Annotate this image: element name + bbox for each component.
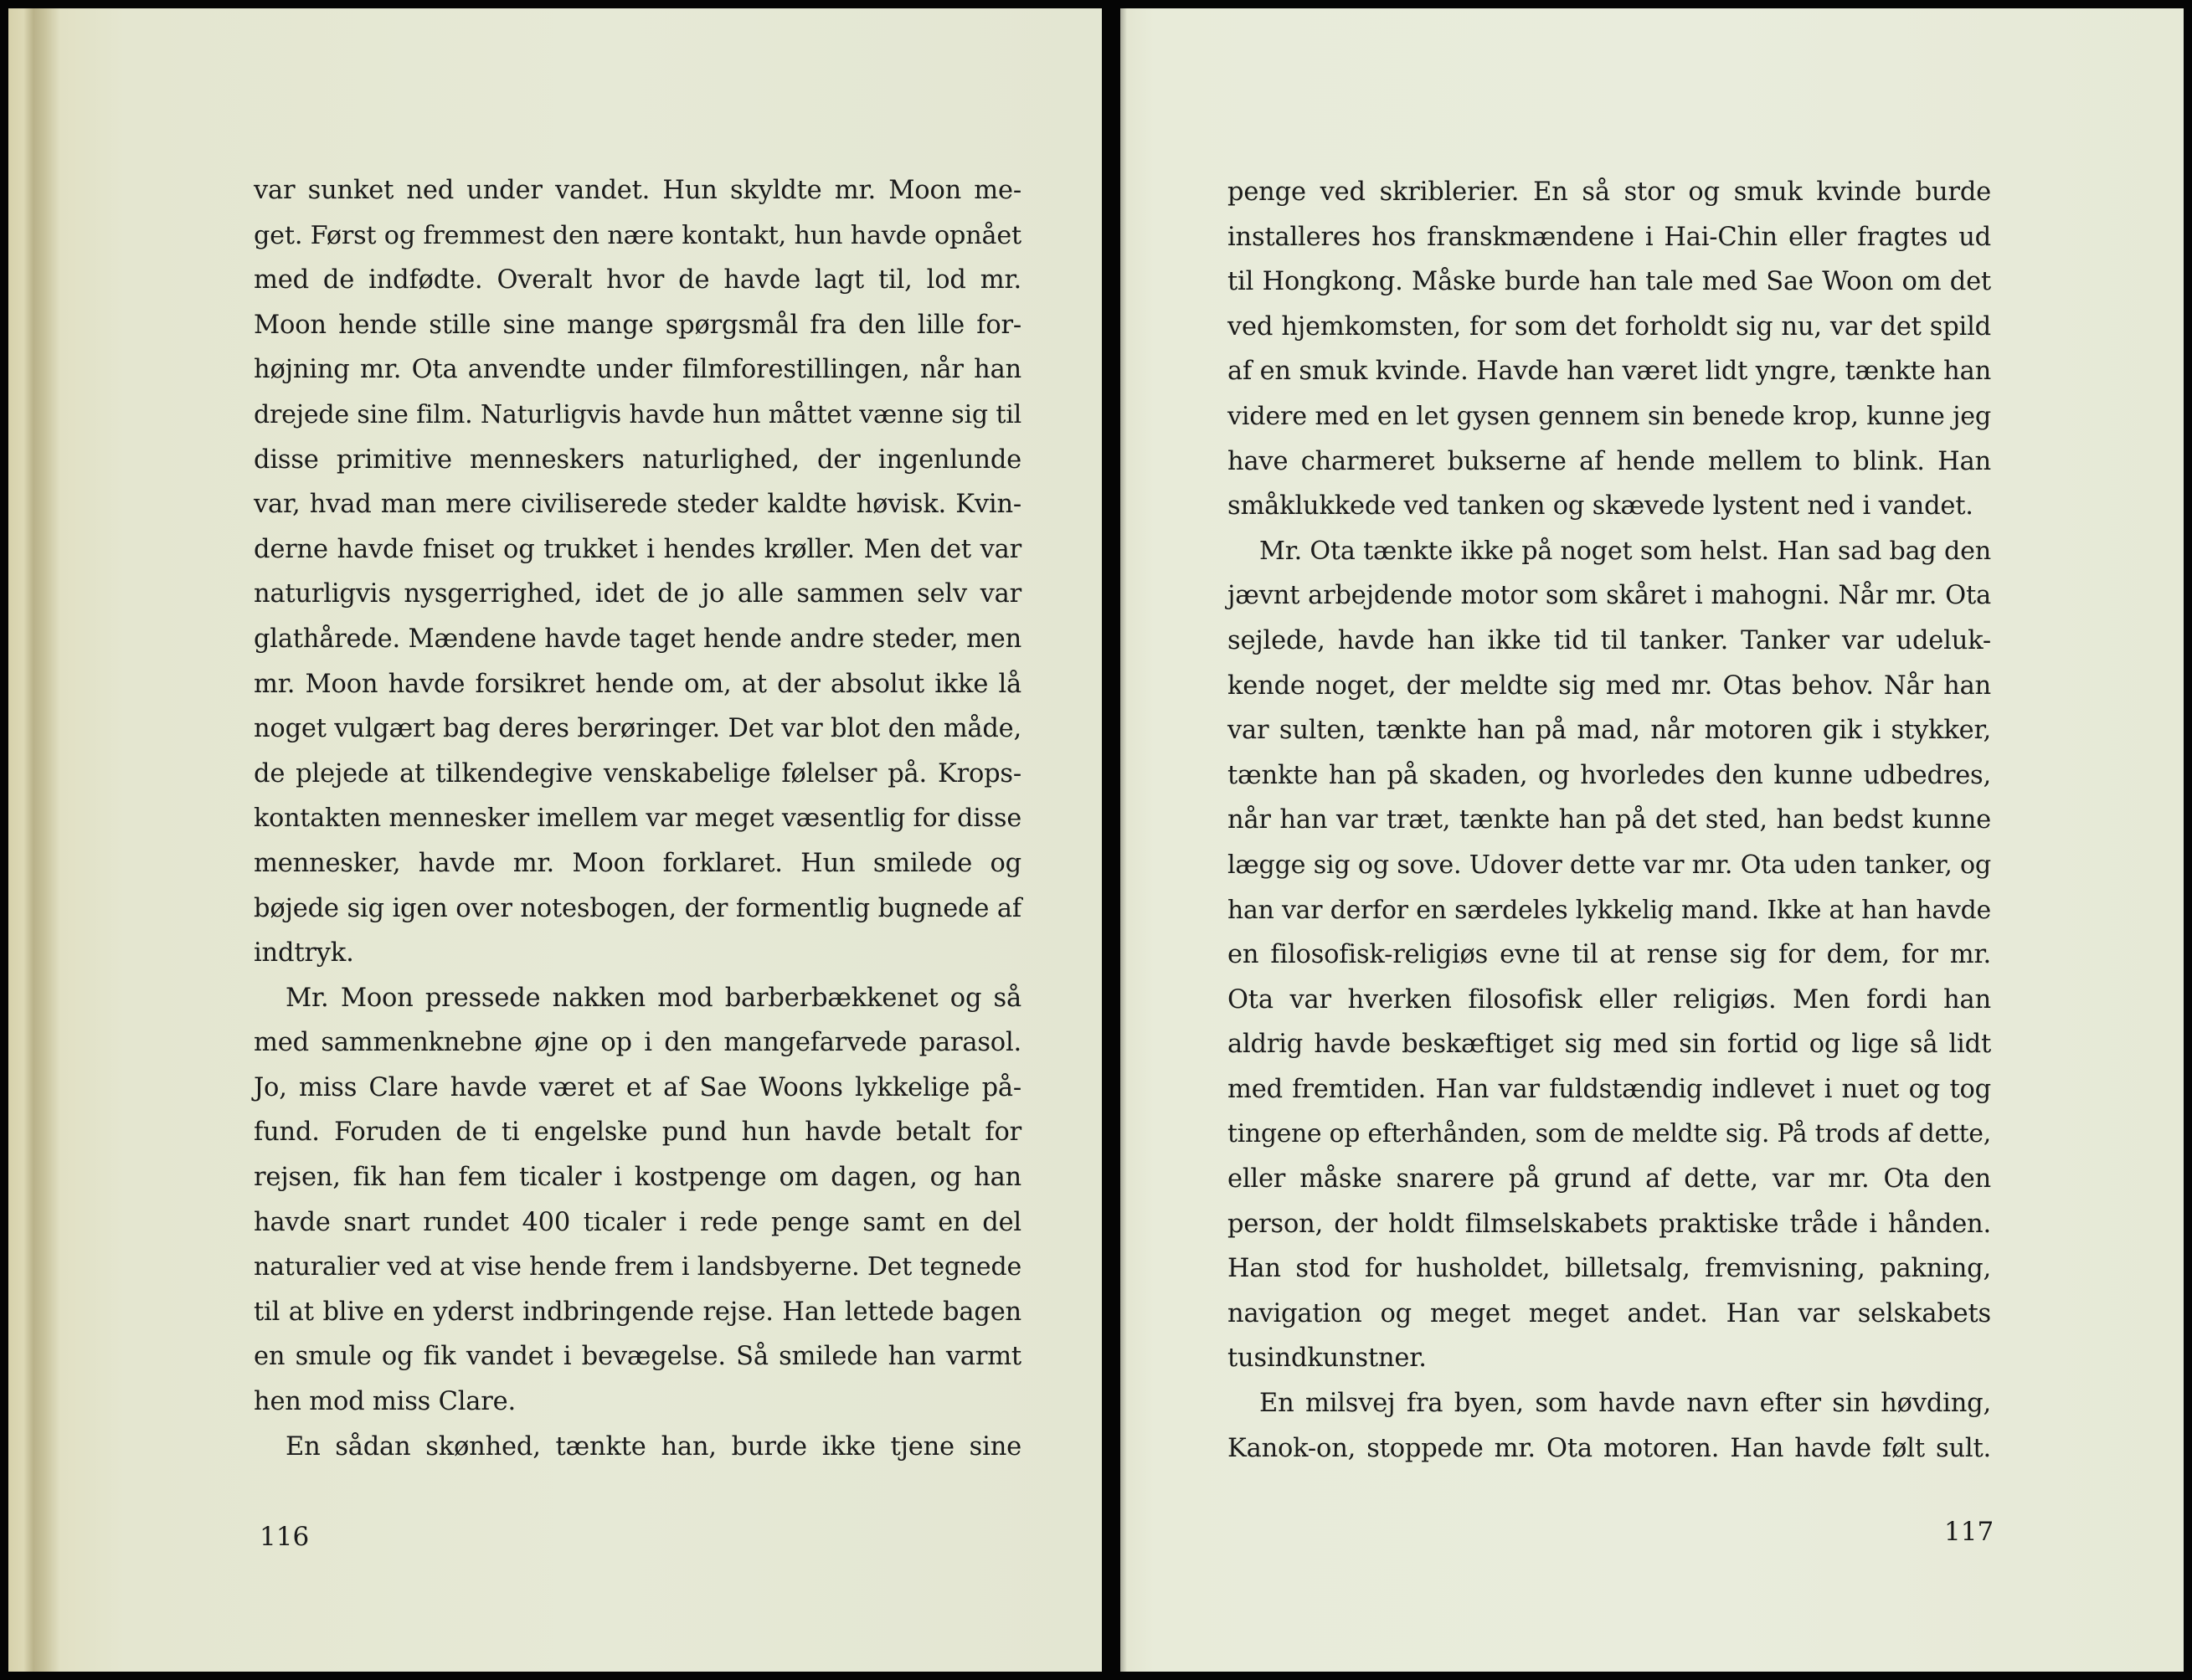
text-line: person, der holdt filmselskabets praktiske tråde i hånden. (1227, 1209, 1991, 1239)
text-line: hen mod miss Clare. (254, 1387, 517, 1417)
text-line: højning mr. Ota anvendte under filmforestillingen, når han (254, 355, 1021, 385)
text-line: var sunket ned under vandet. Hun skyldte mr. Moon me- (254, 176, 1021, 205)
text-line: En sådan skønhed, tænkte han, burde ikke tjene sine (286, 1431, 1021, 1462)
text-line: han var derfor en særdeles lykkelig mand. Ikke at han havde (1227, 895, 1991, 925)
text-line: med sammenknebne øjne op i den mangefarvede parasol. (254, 1028, 1021, 1058)
text-line: til Hongkong. Måske burde han tale med Sae Woon om det (1227, 267, 1991, 297)
text-line: installeres hos franskmændene i Hai-Chin eller fragtes ud (1227, 222, 1991, 252)
text-line: tusindkunstner. (1227, 1343, 1427, 1374)
text-line: de plejede at tilkendegive venskabelige følelser på. Krops- (254, 758, 1021, 789)
text-line: Moon hende stille sine mange spørgsmål fra den lille for- (254, 310, 1021, 340)
text-line: derne havde fniset og trukket i hendes krøller. Men det var (254, 534, 1021, 564)
text-line: havde snart rundet 400 ticaler i rede penge samt en del (254, 1207, 1021, 1237)
left-page-body-text (254, 168, 1021, 1469)
text-line: tænkte han på skaden, og hvorledes den kunne udbedres, (1227, 760, 1991, 790)
text-line: noget vulgært bag deres berøringer. Det var blot den måde, (254, 714, 1021, 744)
text-line: bøjede sig igen over notesbogen, der formentlig bugnede af (254, 893, 1021, 923)
text-line: naturligvis nysgerrighed, idet de jo alle sammen selv var (254, 579, 1021, 609)
text-line: småklukkede ved tanken og skævede lystent ned i vandet. (1227, 491, 1973, 521)
text-line: fund. Foruden de ti engelske pund hun havde betalt for (254, 1117, 1021, 1148)
left-page-number: 116 (260, 1522, 310, 1552)
text-line: mennesker, havde mr. Moon forklaret. Hun smilede og (254, 848, 1021, 878)
text-line: med de indfødte. Overalt hvor de havde lagt til, lod mr. (254, 265, 1021, 295)
text-line: ved hjemkomsten, for som det forholdt sig nu, var det spild (1227, 311, 1991, 342)
text-line: en smule og fik vandet i bevægelse. Så smilede han varmt (254, 1342, 1021, 1372)
text-line: Ota var hverken filosofisk eller religiøs. Men fordi han (1227, 984, 1991, 1015)
text-line: kontakten mennesker imellem var meget væsentlig for disse (254, 804, 1021, 834)
text-line: kende noget, der meldte sig med mr. Otas behov. Når han (1227, 670, 1991, 701)
text-line: navigation og meget meget andet. Han var selskabets (1227, 1298, 1991, 1328)
text-line: lægge sig og sove. Udover dette var mr. Ota uden tanker, og (1227, 850, 1991, 880)
left-page (8, 8, 1102, 1672)
text-line: var sulten, tænkte han på mad, når motoren gik i stykker, (1227, 716, 1991, 746)
text-line: videre med en let gysen gennem sin benede krop, kunne jeg (1227, 401, 1991, 431)
text-line: aldrig havde beskæftiget sig med sin fortid og lige så lidt (1227, 1030, 1991, 1060)
text-line: en filosofisk-religiøs evne til at rense sig for dem, for mr. (1227, 940, 1991, 970)
text-line: var, hvad man mere civiliserede steder kaldte høvisk. Kvin- (254, 490, 1021, 520)
text-line: med fremtiden. Han var fuldstændig indlevet i nuet og tog (1227, 1074, 1991, 1104)
text-line: eller måske snarere på grund af dette, var mr. Ota den (1227, 1164, 1991, 1194)
text-line: naturalier ved at vise hende frem i landsbyerne. Det tegnede (254, 1252, 1021, 1282)
text-line: tingene op efterhånden, som de meldte sig. På trods af dette, (1227, 1119, 1991, 1149)
right-page (1120, 8, 2184, 1672)
text-line: rejsen, fik han fem ticaler i kostpenge om dagen, og han (254, 1163, 1021, 1193)
text-line: indtryk. (254, 938, 354, 968)
text-line: til at blive en yderst indbringende rejse. Han lettede bagen (254, 1297, 1021, 1327)
text-line: Mr. Ota tænkte ikke på noget som helst. Han sad bag den (1259, 536, 1991, 566)
text-line: Kanok-on, stoppede mr. Ota motoren. Han havde følt sult. (1227, 1433, 1991, 1463)
text-line: af en smuk kvinde. Havde han været lidt yngre, tænkte han (1227, 357, 1991, 387)
text-line: get. Først og fremmest den nære kontakt, hun havde opnået (254, 220, 1021, 250)
text-line: jævnt arbejdende motor som skåret i mahogni. Når mr. Ota (1227, 581, 1991, 611)
text-line: disse primitive menneskers naturlighed, der ingenlunde (254, 444, 1021, 475)
text-line: mr. Moon havde forsikret hende om, at der absolut ikke lå (254, 669, 1021, 699)
text-line: Jo, miss Clare havde været et af Sae Woons lykkelige på- (254, 1072, 1021, 1102)
text-line: når han var træt, tænkte han på det sted, han bedst kunne (1227, 805, 1991, 835)
text-line: Han stod for husholdet, billetsalg, fremvisning, pakning, (1227, 1254, 1991, 1284)
text-line: penge ved skriblerier. En så stor og smuk kvinde burde (1227, 177, 1991, 207)
right-page-number: 117 (1944, 1517, 1994, 1547)
gutter-shadow (1120, 8, 1127, 1672)
text-line: Mr. Moon pressede nakken mod barberbækkenet og så (286, 983, 1021, 1013)
text-line: glathårede. Mændene havde taget hende andre steder, men (254, 624, 1021, 654)
text-line: drejede sine film. Naturligvis havde hun måttet vænne sig til (254, 399, 1021, 429)
text-line: have charmeret bukserne af hende mellem to blink. Han (1227, 446, 1991, 476)
right-page-body-text (1227, 170, 1991, 1471)
text-line: sejlede, havde han ikke tid til tanker. Tanker var udeluk- (1227, 625, 1991, 655)
text-line: En milsvej fra byen, som havde navn efter sin høvding, (1259, 1389, 1991, 1419)
